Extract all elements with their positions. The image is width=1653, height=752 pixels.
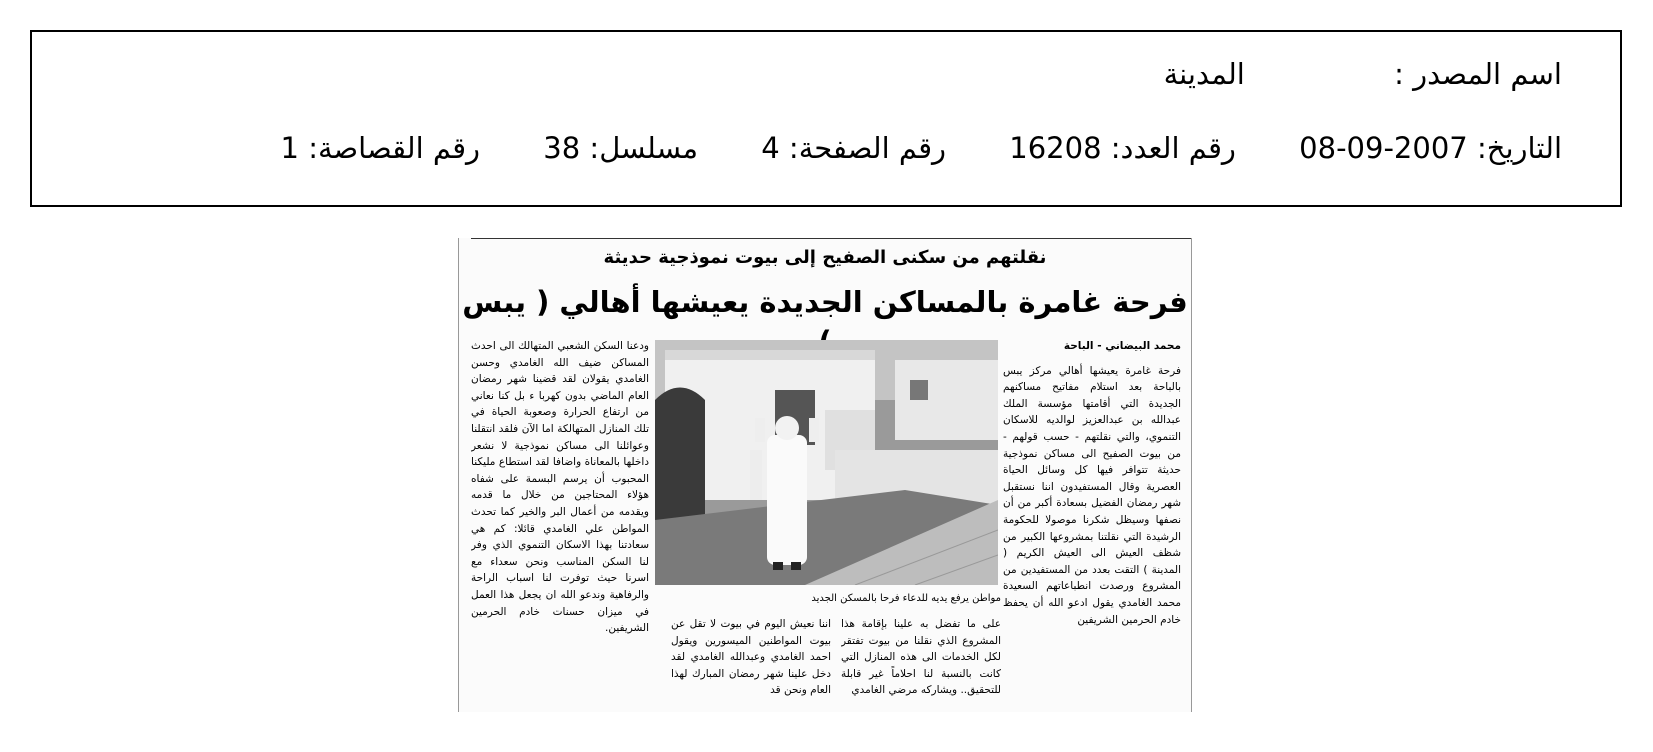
page-field (761, 131, 946, 165)
clip-label: رقم القصاصة: (308, 131, 481, 165)
issue-value: 16208 (1009, 131, 1102, 165)
article-column-bottom-1: على ما تفضل به علينا بإقامة هذا المشروع الذي نقلنا من بيوت تفتقر لكل الخدمات الى هذه المنازل التي كانت بالنسبة لنا احلاماً غير قابلة للتحقيق.. ويشاركه مرضي الغامدي (841, 618, 1001, 697)
page-label: رقم الصفحة: (788, 131, 947, 165)
article-column-left: ودعنا السكن الشعبي المتهالك الى احدث المساكن ضيف الله الغامدي وحسن الغامدي يقولان لقد قضينا شهر رمضان العام الماضي بدون كهربا ء بل كنا نعاني من ارتفاع الحرارة وصعوبة الحياة في تلك المنازل المتهالكة اما الآن فلقد انتقلنا وعوائلنا الى مساكن نموذجية لا نشعر داخلها بالمعاناة واضافا لقد استطاع مليكنا المحبوب أن يرسم البسمة على شفاه هؤلاء المحتاجين من خلال ما قدمه ويقدمه من أعمال البر والخير كما تحدث المواطن علي الغامدي قائلا: كم هي سعادتنا بهذا الاسكان التنموي الذي وفر لنا السكن المناسب ونحن سعداء مع اسرنا حيث توفرت لنا اسباب الراحة والرفاهية وندعو الله ان يجعل هذا العمل في ميزان حسنات خادم الحرمين الشريفين. (471, 340, 649, 635)
photo-caption: مواطن يرفع يديه للدعاء فرحا بالمسكن الجديد (811, 593, 1001, 604)
source-value: المدينة (1163, 57, 1245, 91)
newspaper-clipping (458, 238, 1192, 712)
column-right-text: فرحة غامرة يعيشها أهالي مركز يبس بالباحة بعد استلام مفاتيح مساكنهم الجديدة التي أقامتها مؤسسة الملك عبدالله بن عبدالعزيز لوالديه للاسكان التنموي، والتي نقلتهم - حسب قولهم - من بيوت الصفيح الى مساكن نموذجية حديثة تتوافر فيها كل وسائل الحياة العصرية وقال المستفيدون اننا نستقبل شهر رمضان الفضيل بسعادة أكبر من أن نصفها وسيظل شكرنا موصولا للحكومة الرشيدة التي نقلتنا بمشروعها الكبير من شظف العيش الى العيش الكريم ( المدينة ) التقت بعدد من المستفيدين من المشروع ورصدت انطباعاتهم السعيدة محمد الغامدي يقول ادعو الله أن يحفظ خادم الحرمين الشريفين (1003, 364, 1181, 626)
clip-value: 1 (280, 131, 299, 165)
issue-label: رقم العدد: (1110, 131, 1236, 165)
metadata-line (281, 128, 1562, 168)
clip-field (281, 131, 481, 165)
date-field (1299, 131, 1562, 165)
article-headline: فرحة غامرة بالمساكن الجديدة يعيشها أهالي ( يبس (462, 285, 1188, 319)
serial-label: مسلسل: (589, 131, 699, 165)
article-photo (655, 340, 998, 585)
top-rule (471, 238, 1191, 239)
house-photo-image (655, 340, 998, 585)
source-line (1164, 54, 1562, 94)
date-label: التاريخ: (1476, 131, 1562, 165)
serial-value: 38 (543, 131, 581, 165)
article-byline: محمد البيضاني - الباحة (1063, 340, 1181, 352)
article-kicker: نقلتهم من سكنى الصفيح إلى بيوت نموذجية حديثة (603, 247, 1047, 268)
article-column-right (1003, 338, 1181, 710)
date-value: 2007-09-08 (1299, 131, 1468, 165)
source-label: اسم المصدر : (1394, 57, 1562, 91)
source-info-box (30, 30, 1622, 207)
issue-field (1009, 131, 1236, 165)
page-value: 4 (761, 131, 780, 165)
article-column-bottom-2: اننا نعيش اليوم في بيوت لا تقل عن بيوت المواطنين الميسورين ويقول احمد الغامدي وعبدالله الغامدي لقد دخل علينا شهر رمضان المبارك لهذا العام ونحن قد (671, 618, 831, 697)
serial-field (543, 131, 698, 165)
